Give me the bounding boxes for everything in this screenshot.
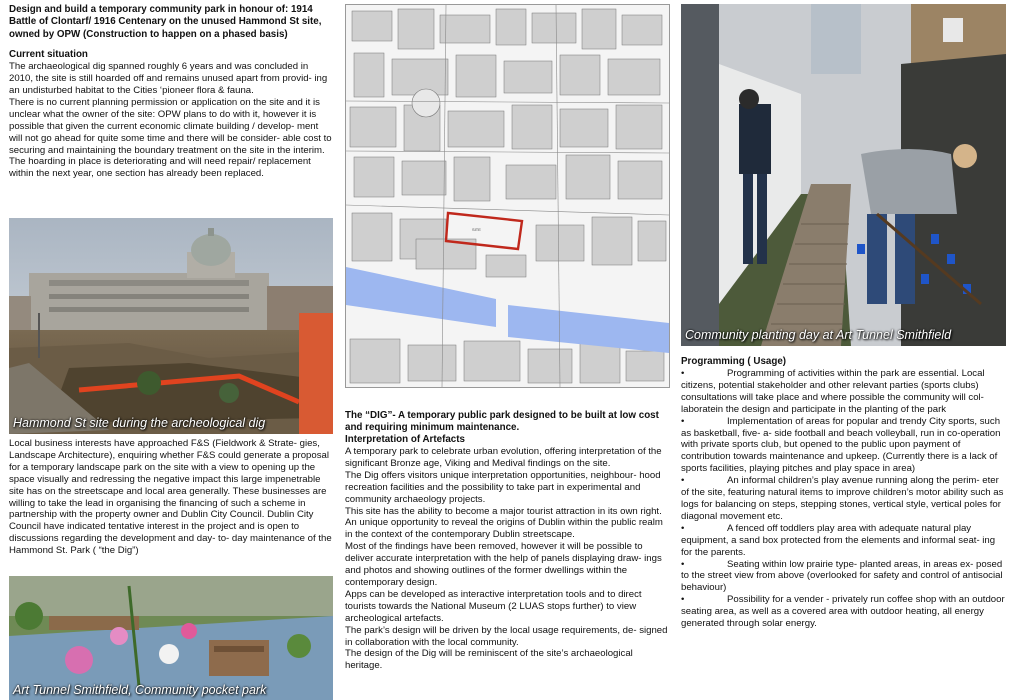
dig-paragraph: The park’s design will be driven by the local usage requirements, de- signed in collaboration with the local community. [345, 624, 668, 648]
programming-item [681, 416, 1006, 476]
current-situation-text-2: There is no current planning permission or application on the site and it is unclear what the owner of the site: OPW plans to do with it, however it is possible that given the current economic climate building / develop- ment will not go ahead for quite some time and there will be consider- able cost to securing and maintaining the boundary treatment on the site in the interim. The hoarding in place is deteriorating and will need repair/ replacement within the next year, one section has already been replaced. [9, 96, 332, 180]
programming-item-text: Possibility for a vender - privately run coffee shop with an outdoor seating area, as well as a covered area with outdoor heating, all energy generated through solar energy. [681, 594, 1005, 630]
dig-paragraph: Most of the findings have been removed, however it will be possible to deliver accurate interpretation with the help of panels displaying draw- ings and photos and showing outlines of the former dwellings within the contemporary design. [345, 541, 662, 588]
interpretation-heading: Interpretation of Artefacts [345, 434, 465, 445]
site-location-map [345, 4, 670, 388]
business-text-block [9, 438, 333, 557]
business-interest-text: Local business interests have approached F&S (Fieldwork & Strate- gies, Landscape Architecture), enquiring whether F&S could generate a proposal for a temporary landscape park on the site with a view to opening up the space visually and redressing the negative impact this large impenetrable site has on the streetscape and local area generally. These businesses are willing to take the lead in organising the financing of such a scheme in partnership with the property owner and Dublin City Council. Dublin City Council have indicated tentative interest in the project and is open to discussions regarding the development and day- to- day maintenance of the Hammond St. Park ( “the Dig”) [9, 438, 332, 557]
bullet-marker: • [681, 594, 685, 606]
bullet-marker: • [681, 475, 685, 487]
programming-item-text: Programming of activities within the park are essential. Local citizens, potential stakeholder and other relevant parties (sports clubs) consultations will take place and where possible the community will col- laboratein the design and participate in the planting of the park [681, 368, 985, 415]
dig-photo-image [9, 218, 333, 434]
hammond-st-dig-photo [9, 218, 333, 434]
programming-item [681, 559, 1006, 595]
current-situation-heading: Current situation [9, 49, 88, 61]
bullet-marker: • [681, 558, 685, 570]
current-situation-text-1: The archaeological dig spanned roughly 6 years and was concluded in 2010, the site is still hoarded off and remains unused apart from provid- ing an undisturbed habitat to the Cities ‘pioneer flora & fauna. [9, 61, 328, 97]
dig-paragraph: This site has the ability to become a major tourist attraction in its own right. An unique opportunity to reveal the origins of Dublin within the public realm in the context of the contemporary Dublin streetscape. [345, 505, 663, 541]
bullet-marker: • [681, 368, 685, 379]
left-column [9, 0, 333, 180]
programming-heading: Programming ( Usage) [681, 356, 787, 367]
programming-item [681, 475, 1006, 523]
pocket-park-photo [9, 576, 333, 700]
planting-photo-caption: Community planting day at Art Tunnel Smithfield [685, 328, 952, 342]
dig-paragraph: A temporary park to celebrate urban evolution, offering interpretation of the significant Bronze age, Viking and Medival findings on the site. [345, 446, 662, 469]
dig-paragraph: The design of the Dig will be reminiscent of the site’s archaeological heritage. [345, 648, 633, 672]
programming-item-text: Implementation of areas for popular and trendy City sports, such as basketball, five- a- side football and beach volleyball, run in co-operation with private sports club, but opened to the public upon payment of contribution towards maintenance and upkeep. (Currently there is a lack of sports facilities, playing pitches and play space in area) [681, 415, 1001, 475]
programming-item-text: An informal children’s play avenue running along the perim- eter of the site, featuring natural items to improve children’s motor ability such as logs for balancing on steps, stepping stones, vertical style, vertical poles for diagonal movement etc. [681, 475, 1004, 522]
middle-column-text [345, 410, 670, 672]
programming-item [681, 523, 1006, 559]
planting-photo-image [681, 4, 1006, 346]
programming-item-text: Seating within low prairie type- planted areas, in areas ex- posed to the street view from above (overlooked for safety and control of antisocial behaviour) [681, 558, 1003, 594]
pocket-park-image [9, 576, 333, 700]
bullet-marker: • [681, 522, 685, 534]
programming-item-text: A fenced off toddlers play area with adequate natural play equipment, a sand box protected from the elements and informal seat- ing for the parents. [681, 522, 996, 558]
programming-section [681, 356, 1006, 630]
pocket-park-caption: Art Tunnel Smithfield, Community pocket park [13, 683, 267, 697]
programming-item [681, 594, 1006, 630]
dig-title: The “DIG”- A temporary public park designed to be built at low cost and requiring minimum maintenance. [345, 410, 659, 433]
dig-paragraph: The Dig offers visitors unique interpretation opportunities, neighbour- hood recreation facilities and the possibility to take part in experimental and community archaeology projects. [345, 469, 661, 505]
dig-paragraph: Apps can be developed as interactive interpretation tools and to direct tourists towards the National Museum (2 LUAS stops further) to view archeological artefacts. [345, 588, 642, 624]
planting-day-photo [681, 4, 1006, 346]
site-label: SITE [472, 227, 481, 232]
programming-item [681, 368, 1006, 416]
dig-photo-caption: Hammond St site during the archeological dig [13, 416, 266, 430]
map-drawing [346, 5, 669, 387]
page-title: Design and build a temporary community park in honour of: 1914 Battle of Clontarf/ 1916 Centenary on the unused Hammond St site, owned by OPW (Construction to happen on a phased basis) [9, 4, 322, 40]
bullet-marker: • [681, 415, 685, 427]
